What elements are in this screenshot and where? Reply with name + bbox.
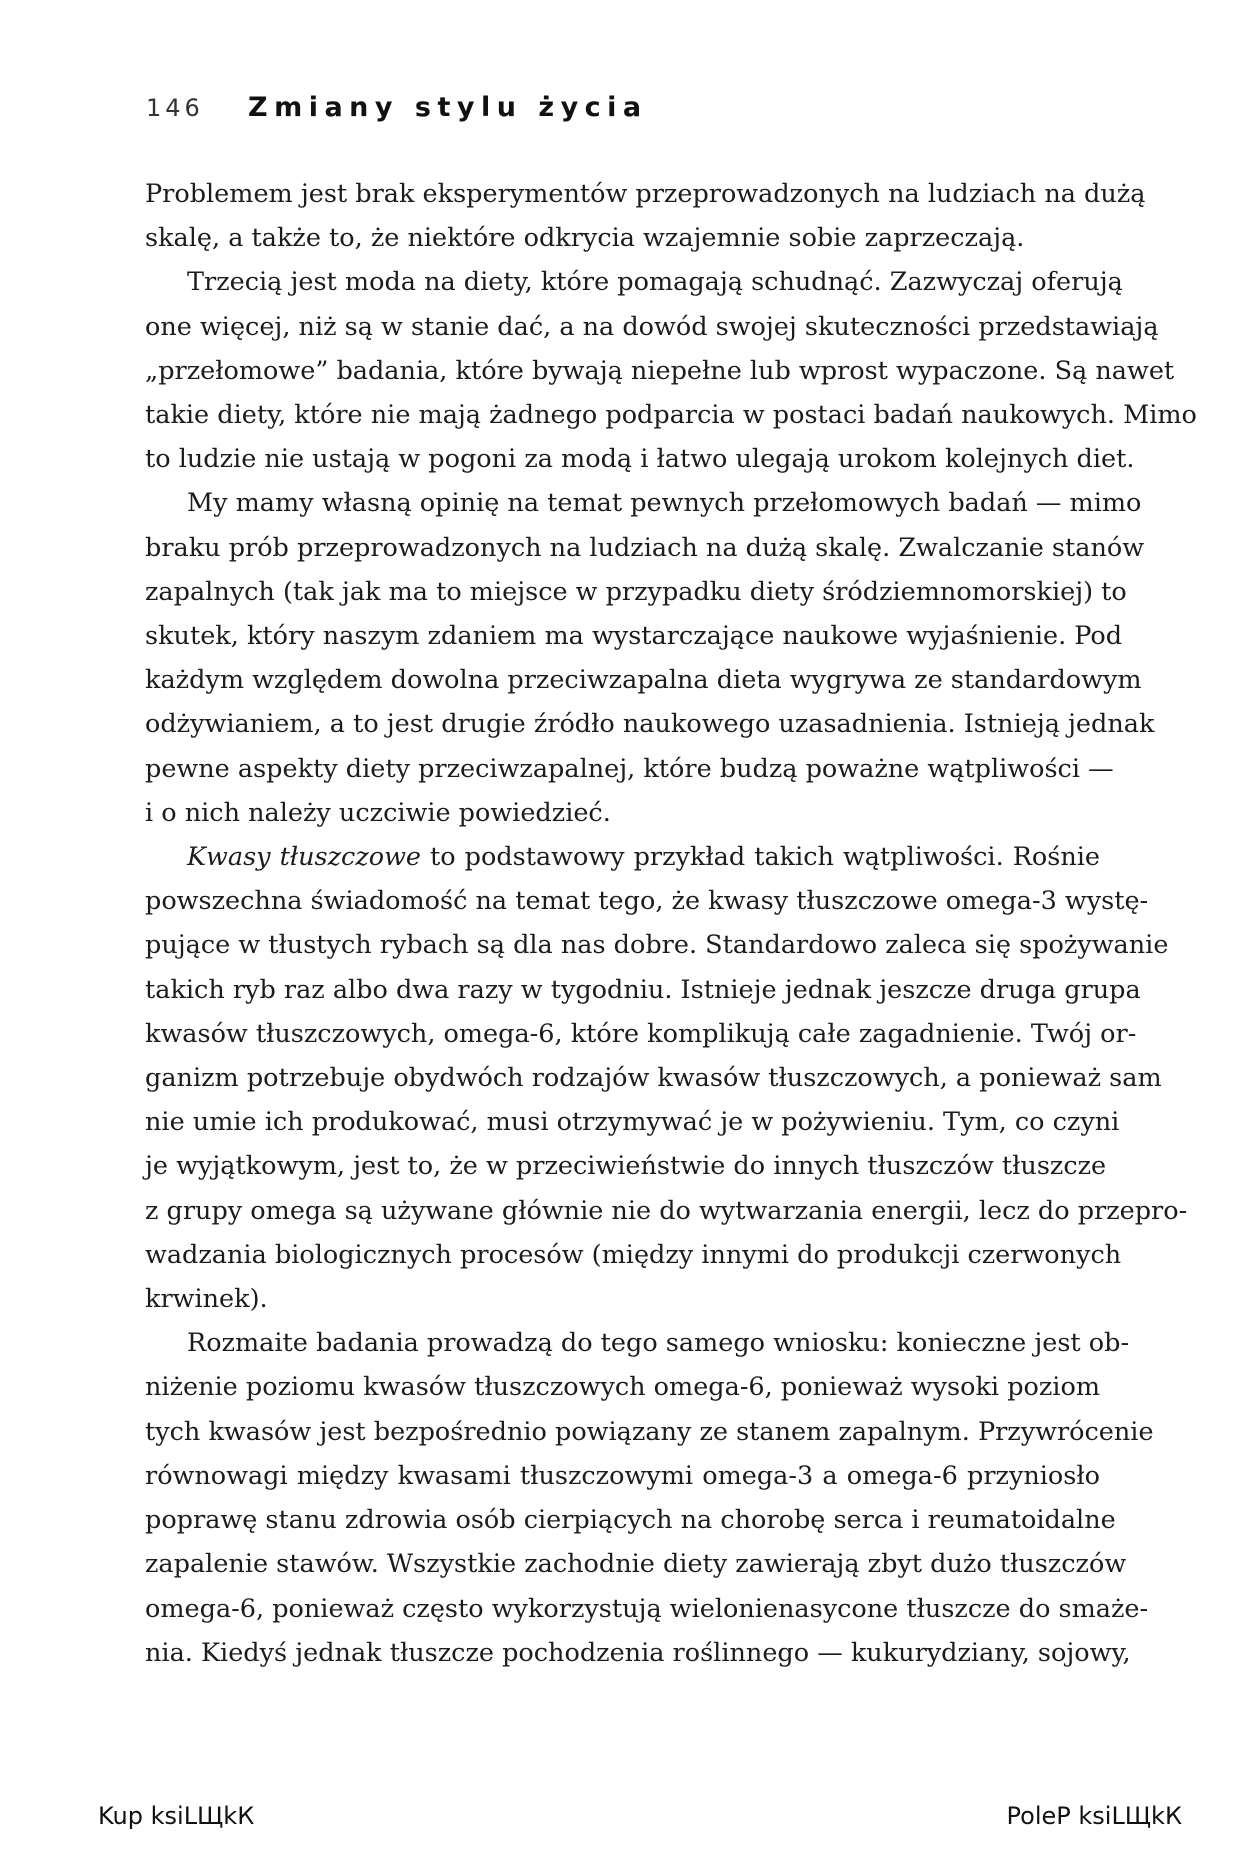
paragraph-4 (145, 835, 1188, 1321)
text-line: i o nich należy uczciwie powiedzieć. (145, 797, 611, 828)
text-line: każdym względem dowolna przeciwzapalna dieta wygrywa ze standardowym (145, 665, 1142, 696)
page-number: 146 (146, 94, 204, 122)
text-line: tych kwasów jest bezpośrednio powiązany ze stanem zapalnym. Przywrócenie (145, 1416, 1154, 1447)
text-line: to ludzie nie ustają w pogoni za modą i łatwo ulegają urokom kolejnych diet. (145, 444, 1135, 475)
text-line: wadzania biologicznych procesów (między innymi do produkcji czerwonych (145, 1239, 1122, 1270)
text-line: kwasów tłuszczowych, omega-6, które komplikują całe zagadnienie. Twój or- (145, 1018, 1137, 1049)
page-header (146, 92, 648, 123)
text-line: skalę, a także to, że niektóre odkrycia wzajemnie sobie zaprzeczają. (145, 223, 1025, 254)
buy-book-link[interactable]: Kup ksiLЩkК (98, 1802, 255, 1830)
running-title: Zmiany stylu życia (248, 92, 648, 123)
text-line: je wyjątkowym, jest to, że w przeciwieństwie do innych tłuszczów tłuszcze (145, 1151, 1107, 1182)
text-line: powszechna świadomość na temat tego, że kwasy tłuszczowe omega-3 wystę- (145, 886, 1149, 917)
text-line: skutek, który naszym zdaniem ma wystarczające naukowe wyjaśnienie. Pod (145, 621, 1123, 652)
text-line: takich ryb raz albo dwa razy w tygodniu. Istnieje jednak jeszcze druga grupa (145, 974, 1141, 1005)
paragraph-5 (145, 1321, 1154, 1675)
text-line: równowagi między kwasami tłuszczowymi omega-3 a omega-6 przyniosło (145, 1460, 1100, 1491)
text-line: nie umie ich produkować, musi otrzymywać je w pożywieniu. Tym, co czyni (145, 1107, 1120, 1138)
text-line: zapalnych (tak jak ma to miejsce w przypadku diety śródziemnomorskiej) to (145, 576, 1127, 607)
paragraph-1 (145, 172, 1146, 260)
text-line: odżywianiem, a to jest drugie źródło naukowego uzasadnienia. Istnieją jednak (145, 709, 1155, 740)
text-line: z grupy omega są używane głównie nie do wytwarzania energii, lecz do przepro- (145, 1195, 1188, 1226)
text-line: My mamy własną opinię na temat pewnych przełomowych badań — mimo (187, 488, 1142, 519)
recommend-book-link[interactable]: PoleР ksiLЩkК (1006, 1802, 1182, 1830)
text-line: niżenie poziomu kwasów tłuszczowych omega-6, ponieważ wysoki poziom (145, 1372, 1100, 1403)
text-line: braku prób przeprowadzonych na ludziach na dużą skalę. Zwalczanie stanów (145, 532, 1145, 563)
text-line: pujące w tłustych rybach są dla nas dobre. Standardowo zaleca się spożywanie (145, 930, 1169, 961)
text-line: omega-6, ponieważ często wykorzystują wielonienasycone tłuszcze do smaże- (145, 1593, 1149, 1624)
text-line: „przełomowe” badania, które bywają niepełne lub wprost wypaczone. Są nawet (145, 355, 1175, 386)
text-line: poprawę stanu zdrowia osób cierpiących na chorobę serca i reumatoidalne (145, 1505, 1116, 1536)
text-line: nia. Kiedyś jednak tłuszcze pochodzenia roślinnego — kukurydziany, sojowy, (145, 1637, 1131, 1668)
paragraph-2 (145, 260, 1197, 481)
body-text (145, 172, 1197, 1675)
italic-term: Kwasy tłuszczowe (187, 842, 422, 873)
text-line: krwinek). (145, 1284, 268, 1315)
text-line: ganizm potrzebuje obydwóch rodzajów kwasów tłuszczowych, a ponieważ sam (145, 1063, 1162, 1094)
text-fragment: to podstawowy przykład takich wątpliwości. Rośnie (421, 842, 1100, 873)
text-line: pewne aspekty diety przeciwzapalnej, które budzą poważne wątpliwości — (145, 753, 1114, 784)
text-line: takie diety, które nie mają żadnego podparcia w postaci badań naukowych. Mimo (145, 400, 1197, 431)
paragraph-3 (145, 481, 1155, 835)
text-line: Rozmaite badania prowadzą do tego samego wniosku: konieczne jest ob- (187, 1328, 1130, 1359)
text-line: Trzecią jest moda na diety, które pomagają schudnąć. Zazwyczaj oferują (187, 267, 1123, 298)
text-line: one więcej, niż są w stanie dać, a na dowód swojej skuteczności przedstawiają (145, 311, 1159, 342)
text-line (145, 835, 1100, 879)
text-line: zapalenie stawów. Wszystkie zachodnie diety zawierają zbyt dużo tłuszczów (145, 1549, 1127, 1580)
text-line: Problemem jest brak eksperymentów przeprowadzonych na ludziach na dużą (145, 179, 1146, 209)
